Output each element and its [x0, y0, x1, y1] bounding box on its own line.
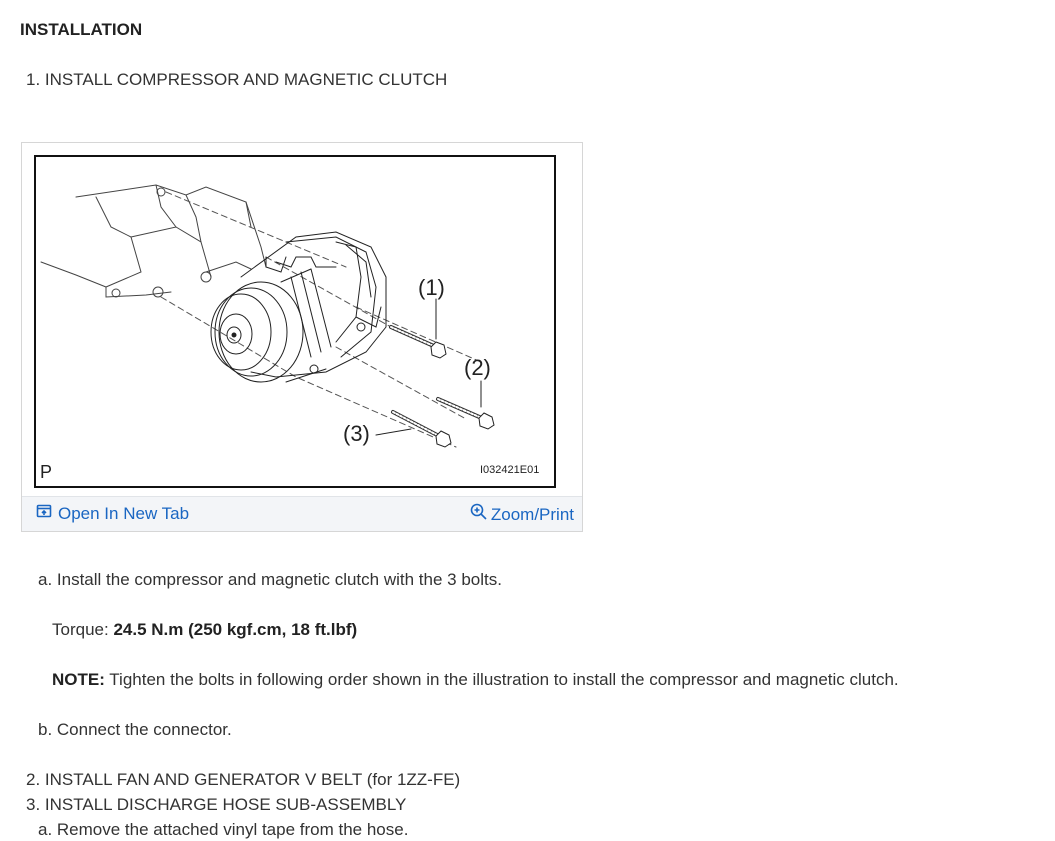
bolt-2-label: (2) — [464, 355, 491, 380]
figure-toolbar — [22, 496, 582, 531]
step-3a: a. Remove the attached vinyl tape from the hose. — [38, 820, 409, 839]
corner-mark: P — [40, 462, 53, 482]
note-line — [52, 670, 899, 690]
note-text: Tighten the bolts in following order shown in the illustration to install the compressor and magnetic clutch. — [104, 670, 899, 689]
bolt-1-drawing — [391, 327, 446, 358]
open-in-new-tab-label: Open In New Tab — [58, 503, 190, 523]
bolt-3-drawing — [393, 412, 451, 447]
compressor-drawing — [211, 232, 386, 382]
figure-container — [21, 142, 583, 532]
torque-line — [52, 620, 357, 640]
compressor-illustration — [34, 155, 556, 488]
note-label: NOTE: — [52, 670, 105, 689]
step-1a: a. Install the compressor and magnetic clutch with the 3 bolts. — [38, 570, 502, 589]
zoom-in-icon — [470, 503, 488, 526]
bolt-3-label: (3) — [343, 421, 370, 446]
bolt-1-label: (1) — [418, 275, 445, 300]
engine-bracket-drawing — [41, 185, 266, 297]
zoom-print-link[interactable] — [470, 503, 574, 526]
step-1b: b. Connect the connector. — [38, 720, 232, 739]
open-in-new-tab-icon — [36, 503, 52, 524]
step-1-title: 1. INSTALL COMPRESSOR AND MAGNETIC CLUTCH — [26, 70, 448, 89]
torque-value: 24.5 N.m (250 kgf.cm, 18 ft.lbf) — [113, 620, 358, 639]
open-in-new-tab-link[interactable] — [36, 503, 189, 524]
step-3-title: 3. INSTALL DISCHARGE HOSE SUB-ASSEMBLY — [26, 795, 407, 814]
figure-id: I032421E01 — [480, 464, 540, 476]
torque-label: Torque: — [52, 620, 114, 639]
step-2-title: 2. INSTALL FAN AND GENERATOR V BELT (for 1ZZ-FE) — [26, 770, 461, 789]
zoom-print-label: Zoom/Print — [490, 504, 574, 524]
alignment-lines — [161, 192, 481, 447]
section-heading: INSTALLATION — [20, 20, 143, 39]
bolt-2-drawing — [438, 399, 494, 429]
